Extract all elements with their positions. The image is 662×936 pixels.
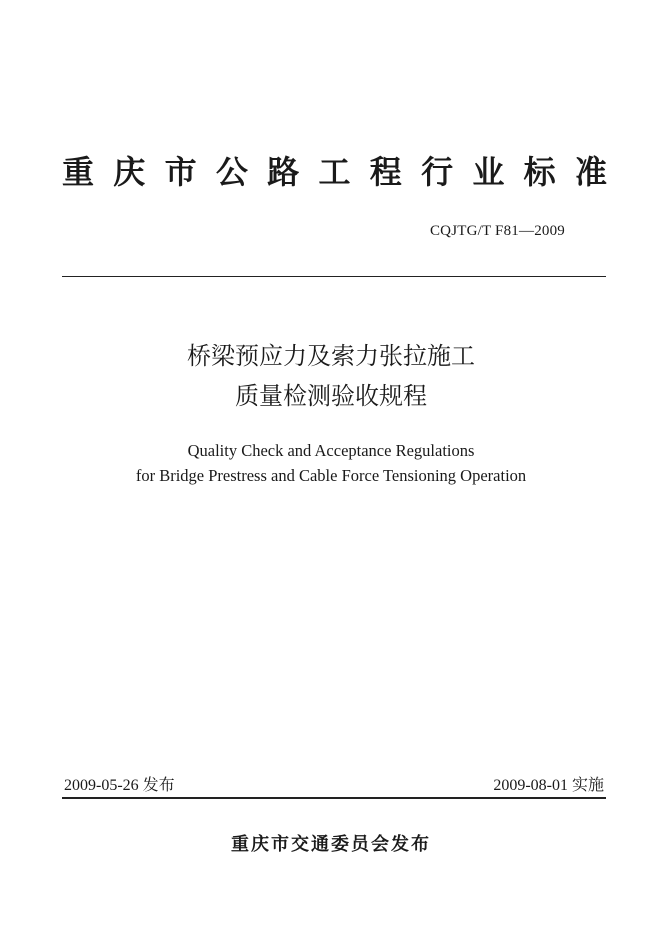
header-title-char: 准 <box>574 153 607 191</box>
header-title-char: 程 <box>369 153 402 191</box>
header-title-char: 庆 <box>113 153 146 191</box>
header-title-char: 公 <box>215 153 248 191</box>
header-title-char: 工 <box>318 153 351 191</box>
standard-code: CQJTG/T F81—2009 <box>429 223 565 239</box>
bottom-divider <box>62 797 606 799</box>
english-title <box>0 438 662 488</box>
header-title-char: 重 <box>62 153 95 191</box>
effective-date: 2009-08-01 实施 <box>493 777 604 794</box>
chinese-title <box>0 336 662 416</box>
header-title-char: 路 <box>267 153 300 191</box>
english-title-line-2: for Bridge Prestress and Cable Force Tensioning Operation <box>135 466 527 485</box>
english-title-line-1: Quality Check and Acceptance Regulations <box>187 441 475 460</box>
top-divider <box>62 276 606 277</box>
header-title-char: 市 <box>164 153 197 191</box>
header-title <box>62 150 607 194</box>
header-title-char: 行 <box>421 153 454 191</box>
issue-date: 2009-05-26 发布 <box>64 777 175 794</box>
chinese-title-line-2: 质量检测验收规程 <box>235 382 427 410</box>
header-title-char: 标 <box>523 153 556 191</box>
chinese-title-line-1: 桥梁预应力及索力张拉施工 <box>187 342 475 370</box>
publisher: 重庆市交通委员会发布 <box>231 834 431 855</box>
header-title-char: 业 <box>472 153 505 191</box>
